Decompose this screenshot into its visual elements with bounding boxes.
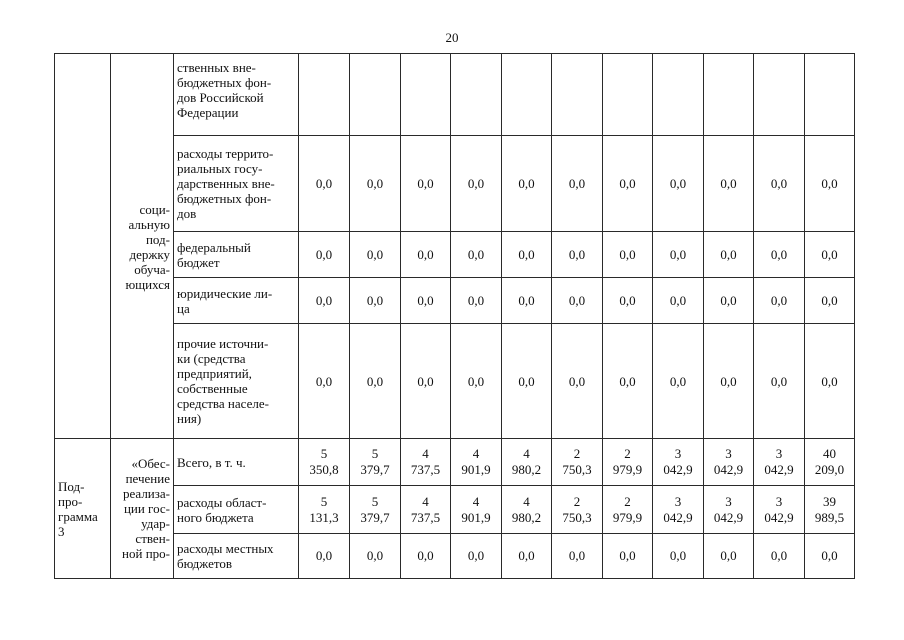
funding-source-cell: юридические ли- ца bbox=[174, 278, 299, 324]
value-cell: 0,0 bbox=[805, 324, 855, 439]
funding-source-cell: Всего, в т. ч. bbox=[174, 439, 299, 486]
program-label-cell: Под- про- грамма 3 bbox=[55, 439, 111, 579]
value-cell: 4 901,9 bbox=[451, 486, 502, 534]
table-row bbox=[55, 136, 855, 232]
value-cell: 0,0 bbox=[653, 278, 704, 324]
value-cell bbox=[653, 54, 704, 136]
value-cell: 0,0 bbox=[502, 136, 552, 232]
value-cell: 0,0 bbox=[502, 278, 552, 324]
value-cell: 0,0 bbox=[299, 324, 350, 439]
value-cell: 0,0 bbox=[451, 324, 502, 439]
value-cell: 0,0 bbox=[704, 278, 754, 324]
funding-source-cell: ственных вне- бюджетных фон- дов Российской Федерации bbox=[174, 54, 299, 136]
value-cell: 5 379,7 bbox=[350, 486, 401, 534]
value-cell: 0,0 bbox=[704, 232, 754, 278]
value-cell: 0,0 bbox=[805, 278, 855, 324]
program-label-cell bbox=[55, 54, 111, 439]
value-cell: 0,0 bbox=[299, 232, 350, 278]
value-cell: 0,0 bbox=[805, 232, 855, 278]
budget-table bbox=[54, 53, 855, 579]
funding-source-cell: расходы местных бюджетов bbox=[174, 534, 299, 579]
funding-source-cell: прочие источни- ки (средства предприятий, собственные средства населе- ния) bbox=[174, 324, 299, 439]
table-row bbox=[55, 486, 855, 534]
value-cell bbox=[603, 54, 653, 136]
value-cell: 0,0 bbox=[805, 534, 855, 579]
value-cell: 0,0 bbox=[350, 534, 401, 579]
value-cell: 2 979,9 bbox=[603, 486, 653, 534]
value-cell: 0,0 bbox=[502, 232, 552, 278]
value-cell bbox=[350, 54, 401, 136]
measure-name-cell: «Обес- печение реализа- ции гос- удар- ствен- ной про- bbox=[111, 439, 174, 579]
value-cell: 5 350,8 bbox=[299, 439, 350, 486]
value-cell: 4 901,9 bbox=[451, 439, 502, 486]
value-cell: 2 979,9 bbox=[603, 439, 653, 486]
value-cell: 0,0 bbox=[754, 232, 805, 278]
funding-source-cell: расходы террито- риальных госу- дарственных вне- бюджетных фон- дов bbox=[174, 136, 299, 232]
table-row bbox=[55, 278, 855, 324]
value-cell: 0,0 bbox=[754, 534, 805, 579]
value-cell: 3 042,9 bbox=[754, 486, 805, 534]
value-cell: 0,0 bbox=[704, 534, 754, 579]
value-cell: 3 042,9 bbox=[704, 439, 754, 486]
value-cell: 0,0 bbox=[401, 278, 451, 324]
value-cell: 3 042,9 bbox=[653, 439, 704, 486]
value-cell bbox=[805, 54, 855, 136]
page-number: 20 bbox=[445, 30, 459, 45]
value-cell: 0,0 bbox=[603, 534, 653, 579]
value-cell: 0,0 bbox=[603, 278, 653, 324]
value-cell: 0,0 bbox=[451, 278, 502, 324]
value-cell bbox=[451, 54, 502, 136]
value-cell: 0,0 bbox=[805, 136, 855, 232]
table-row bbox=[55, 534, 855, 579]
value-cell: 39 989,5 bbox=[805, 486, 855, 534]
value-cell: 4 980,2 bbox=[502, 439, 552, 486]
value-cell: 2 750,3 bbox=[552, 439, 603, 486]
value-cell: 0,0 bbox=[552, 534, 603, 579]
value-cell: 0,0 bbox=[350, 324, 401, 439]
value-cell: 0,0 bbox=[552, 278, 603, 324]
value-cell: 0,0 bbox=[754, 324, 805, 439]
value-cell: 0,0 bbox=[299, 136, 350, 232]
value-cell: 4 737,5 bbox=[401, 439, 451, 486]
value-cell: 0,0 bbox=[603, 324, 653, 439]
value-cell bbox=[502, 54, 552, 136]
table-row bbox=[55, 232, 855, 278]
funding-source-cell: расходы област- ного бюджета bbox=[174, 486, 299, 534]
value-cell: 0,0 bbox=[603, 232, 653, 278]
value-cell: 3 042,9 bbox=[653, 486, 704, 534]
value-cell: 0,0 bbox=[603, 136, 653, 232]
value-cell: 0,0 bbox=[754, 278, 805, 324]
funding-source-cell: федеральный бюджет bbox=[174, 232, 299, 278]
value-cell: 0,0 bbox=[299, 534, 350, 579]
value-cell: 0,0 bbox=[502, 324, 552, 439]
value-cell: 0,0 bbox=[552, 136, 603, 232]
value-cell: 0,0 bbox=[350, 232, 401, 278]
value-cell: 0,0 bbox=[451, 534, 502, 579]
value-cell: 0,0 bbox=[754, 136, 805, 232]
value-cell: 0,0 bbox=[299, 278, 350, 324]
value-cell: 0,0 bbox=[451, 136, 502, 232]
value-cell: 4 737,5 bbox=[401, 486, 451, 534]
value-cell: 2 750,3 bbox=[552, 486, 603, 534]
value-cell: 0,0 bbox=[653, 232, 704, 278]
value-cell: 0,0 bbox=[401, 534, 451, 579]
value-cell: 0,0 bbox=[653, 136, 704, 232]
value-cell: 0,0 bbox=[401, 324, 451, 439]
value-cell: 0,0 bbox=[704, 136, 754, 232]
value-cell bbox=[552, 54, 603, 136]
value-cell: 0,0 bbox=[401, 232, 451, 278]
table-row bbox=[55, 439, 855, 486]
value-cell bbox=[704, 54, 754, 136]
value-cell: 0,0 bbox=[401, 136, 451, 232]
value-cell bbox=[754, 54, 805, 136]
value-cell: 0,0 bbox=[653, 324, 704, 439]
table-row bbox=[55, 324, 855, 439]
value-cell: 0,0 bbox=[552, 324, 603, 439]
value-cell: 0,0 bbox=[350, 136, 401, 232]
value-cell: 0,0 bbox=[502, 534, 552, 579]
value-cell bbox=[401, 54, 451, 136]
value-cell: 0,0 bbox=[451, 232, 502, 278]
value-cell: 5 131,3 bbox=[299, 486, 350, 534]
measure-name-cell: соци- альную под- держку обуча- ющихся bbox=[111, 54, 174, 439]
value-cell: 4 980,2 bbox=[502, 486, 552, 534]
value-cell: 0,0 bbox=[653, 534, 704, 579]
table-row bbox=[55, 54, 855, 136]
value-cell bbox=[299, 54, 350, 136]
value-cell: 3 042,9 bbox=[754, 439, 805, 486]
value-cell: 40 209,0 bbox=[805, 439, 855, 486]
value-cell: 0,0 bbox=[350, 278, 401, 324]
value-cell: 3 042,9 bbox=[704, 486, 754, 534]
value-cell: 5 379,7 bbox=[350, 439, 401, 486]
value-cell: 0,0 bbox=[552, 232, 603, 278]
value-cell: 0,0 bbox=[704, 324, 754, 439]
